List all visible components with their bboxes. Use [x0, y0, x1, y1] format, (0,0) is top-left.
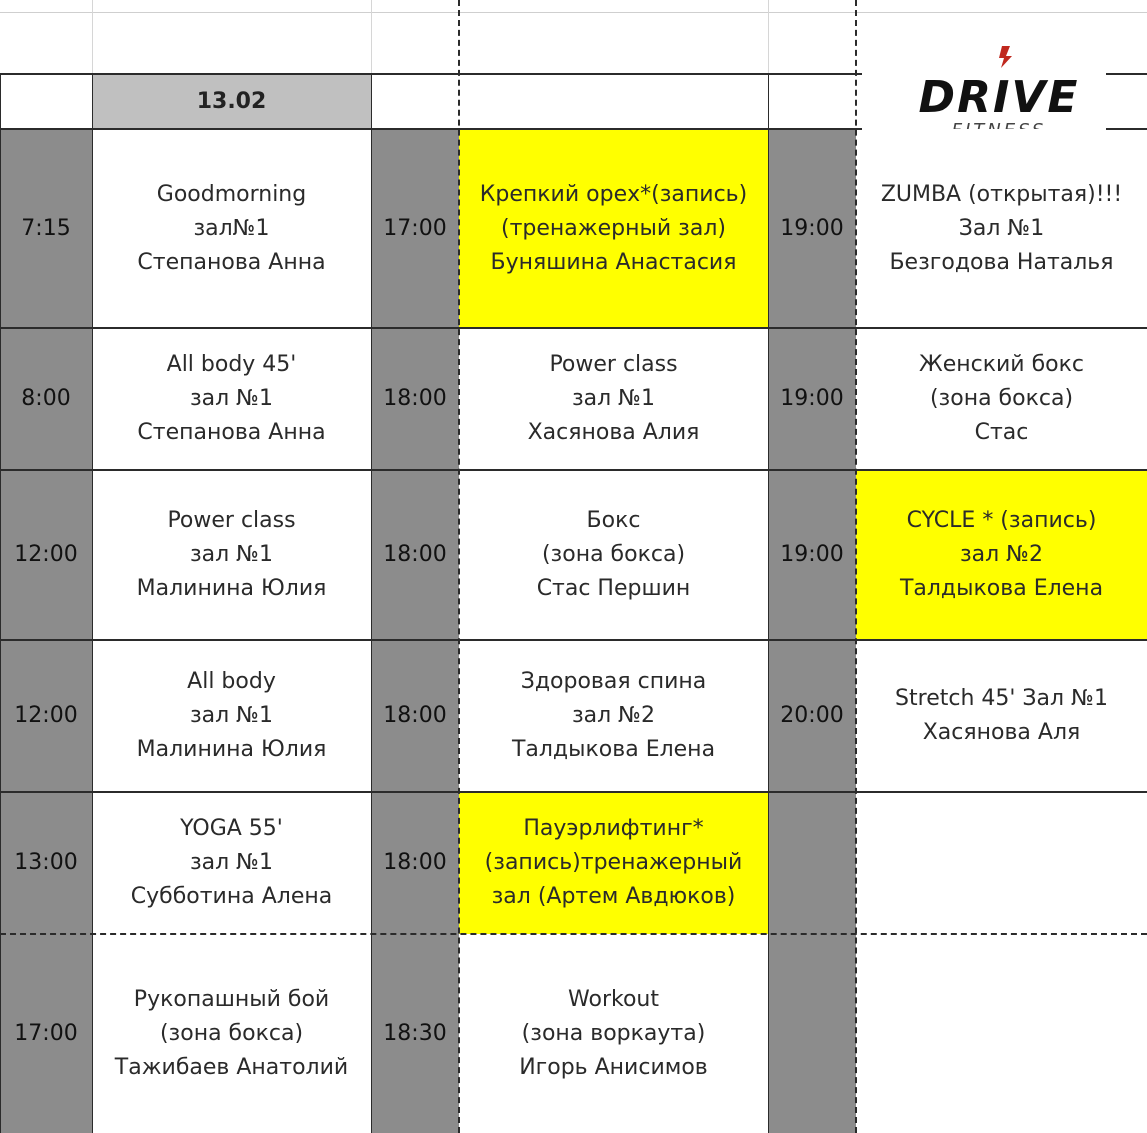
- class-line: зал №2: [571, 703, 656, 728]
- time-cell[interactable]: 19:00: [768, 129, 856, 328]
- class-line: Талдыкова Елена: [511, 737, 716, 762]
- logo-brand: DRIVE: [918, 72, 1080, 123]
- class-line: Goodmorning: [156, 181, 307, 207]
- class-line: (тренажерный зал): [501, 215, 726, 241]
- class-line: Power class: [167, 508, 296, 533]
- header-gridline: [371, 0, 372, 74]
- class-line: Хасянова Аля: [922, 720, 1081, 745]
- time-cell[interactable]: 12:00: [0, 640, 92, 792]
- class-line: Буняшина Анастасия: [490, 249, 737, 275]
- class-line: Пауэрлифтинг*: [523, 816, 704, 841]
- page-break-line: [458, 0, 460, 1133]
- class-cell[interactable]: [856, 792, 1147, 934]
- class-line: зал №2: [959, 542, 1044, 567]
- time-cell[interactable]: 18:00: [371, 470, 459, 640]
- class-line: Power class: [549, 352, 678, 377]
- class-line: Workout: [568, 986, 659, 1012]
- time-cell[interactable]: [768, 934, 856, 1133]
- class-cell[interactable]: [459, 470, 768, 640]
- row-line: [0, 327, 1147, 329]
- class-cell[interactable]: [856, 934, 1147, 1133]
- row-line: [0, 469, 1147, 471]
- class-cell[interactable]: [92, 328, 371, 470]
- class-line: Женский бокс: [919, 352, 1084, 377]
- class-cell[interactable]: [856, 328, 1147, 470]
- class-line: (зона бокса): [159, 1020, 304, 1046]
- header-line: [1106, 73, 1147, 75]
- class-line: Малинина Юлия: [136, 737, 327, 762]
- class-cell[interactable]: [459, 129, 768, 328]
- row-line: [0, 791, 1147, 793]
- class-line: Малинина Юлия: [136, 576, 327, 601]
- class-line: (зона воркаута): [521, 1020, 706, 1046]
- class-line: Хасянова Алия: [527, 420, 700, 445]
- class-line: зал №1: [189, 850, 274, 875]
- class-line: Степанова Анна: [137, 249, 326, 275]
- time-cell[interactable]: 7:15: [0, 129, 92, 328]
- class-cell[interactable]: [856, 640, 1147, 792]
- class-line: зал№1: [193, 215, 270, 241]
- top-gridline: [0, 12, 1147, 13]
- class-line: Бокс: [586, 508, 641, 533]
- class-cell[interactable]: [459, 640, 768, 792]
- class-line: (зона бокса): [541, 542, 686, 567]
- time-cell[interactable]: [768, 792, 856, 934]
- class-cell[interactable]: [459, 328, 768, 470]
- page-break-line: [855, 0, 857, 1133]
- time-cell[interactable]: 17:00: [0, 934, 92, 1133]
- time-cell[interactable]: 8:00: [0, 328, 92, 470]
- class-line: зал №1: [189, 703, 274, 728]
- time-cell[interactable]: 18:30: [371, 934, 459, 1133]
- class-line: Зал №1: [958, 215, 1045, 241]
- class-cell[interactable]: [459, 792, 768, 934]
- class-line: YOGA 55': [180, 816, 283, 841]
- class-cell[interactable]: [92, 129, 371, 328]
- class-line: Stretch 45' Зал №1: [895, 686, 1108, 711]
- class-cell[interactable]: [856, 470, 1147, 640]
- class-line: Безгодова Наталья: [889, 249, 1114, 275]
- class-line: зал №1: [189, 386, 274, 411]
- time-cell[interactable]: 19:00: [768, 328, 856, 470]
- class-line: ZUMBA (открытая)!!!: [880, 181, 1123, 207]
- class-line: Рукопашный бой: [133, 986, 330, 1012]
- class-line: Стас: [974, 420, 1029, 445]
- class-line: Стас Першин: [536, 576, 691, 601]
- class-cell[interactable]: [92, 792, 371, 934]
- lightning-icon: [999, 46, 1012, 68]
- class-line: зал №1: [571, 386, 656, 411]
- class-line: CYCLE * (запись): [906, 508, 1097, 533]
- time-cell[interactable]: 18:00: [371, 640, 459, 792]
- col-line: [92, 73, 93, 1133]
- col-line: [0, 73, 1, 1133]
- header-line: [0, 73, 862, 75]
- class-cell[interactable]: [92, 934, 371, 1133]
- date-cell[interactable]: 13.02: [92, 74, 371, 129]
- time-cell[interactable]: 12:00: [0, 470, 92, 640]
- page-break-line: [0, 933, 1147, 935]
- header-line: [1106, 128, 1147, 130]
- class-line: (запись)тренажерный: [484, 850, 743, 875]
- header-line: [0, 128, 862, 130]
- time-cell[interactable]: 18:00: [371, 792, 459, 934]
- time-cell[interactable]: 17:00: [371, 129, 459, 328]
- time-cell[interactable]: 18:00: [371, 328, 459, 470]
- header-gridline: [768, 0, 769, 74]
- class-line: зал (Артем Авдюков): [491, 884, 736, 909]
- col-line: [371, 73, 372, 1133]
- class-line: Степанова Анна: [137, 420, 326, 445]
- class-cell[interactable]: [92, 640, 371, 792]
- time-cell[interactable]: 13:00: [0, 792, 92, 934]
- class-line: Тажибаев Анатолий: [114, 1054, 349, 1080]
- header-gridline: [92, 0, 93, 74]
- class-line: All body: [187, 669, 276, 694]
- col-line: [768, 73, 769, 1133]
- class-cell[interactable]: [856, 129, 1147, 328]
- class-line: Здоровая спина: [520, 669, 707, 694]
- row-line: [0, 639, 1147, 641]
- time-cell[interactable]: 19:00: [768, 470, 856, 640]
- class-line: Талдыкова Елена: [899, 576, 1104, 601]
- time-cell[interactable]: 20:00: [768, 640, 856, 792]
- class-line: зал №1: [189, 542, 274, 567]
- class-cell[interactable]: [459, 934, 768, 1133]
- class-cell[interactable]: [92, 470, 371, 640]
- class-line: Крепкий орех*(запись): [479, 181, 748, 207]
- class-line: Субботина Алена: [130, 884, 333, 909]
- class-line: All body 45': [166, 352, 297, 377]
- class-line: (зона бокса): [929, 386, 1074, 411]
- class-line: Игорь Анисимов: [519, 1054, 708, 1080]
